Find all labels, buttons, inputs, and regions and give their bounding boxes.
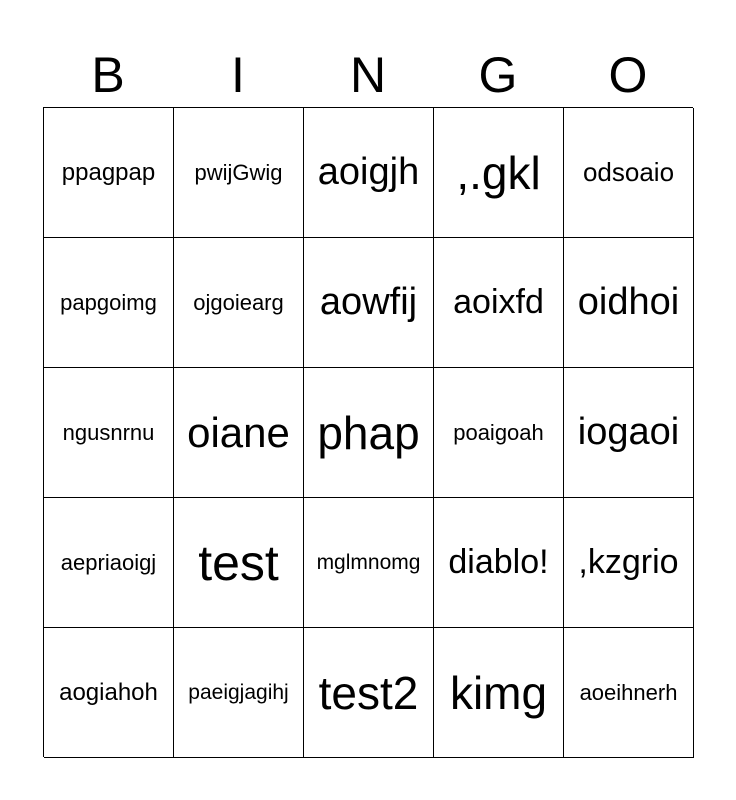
bingo-cell[interactable]: test <box>174 498 304 628</box>
bingo-cell[interactable]: aowfij <box>304 238 434 368</box>
bingo-cell[interactable]: oidhoi <box>564 238 694 368</box>
bingo-cell[interactable]: aogiahoh <box>44 628 174 758</box>
bingo-cell[interactable]: oiane <box>174 368 304 498</box>
bingo-cell[interactable]: kimg <box>434 628 564 758</box>
header-letter-i: I <box>231 47 245 103</box>
bingo-cell[interactable]: ,kzgrio <box>564 498 694 628</box>
bingo-header <box>43 44 693 106</box>
header-letter-o: O <box>608 47 648 103</box>
bingo-cell[interactable]: pwijGwig <box>174 108 304 238</box>
bingo-cell[interactable]: odsoaio <box>564 108 694 238</box>
bingo-cell[interactable]: ngusnrnu <box>44 368 174 498</box>
bingo-cell[interactable]: papgoimg <box>44 238 174 368</box>
bingo-cell[interactable]: aoeihnerh <box>564 628 694 758</box>
bingo-cell[interactable]: poaigoah <box>434 368 564 498</box>
header-letter-b: B <box>91 47 125 103</box>
header-letter-n: N <box>349 47 387 103</box>
bingo-cell[interactable]: phap <box>304 368 434 498</box>
bingo-cell[interactable]: paeigjagihj <box>174 628 304 758</box>
bingo-cell[interactable]: ojgoiearg <box>174 238 304 368</box>
bingo-cell[interactable]: diablo! <box>434 498 564 628</box>
bingo-cell[interactable]: mglmnomg <box>304 498 434 628</box>
bingo-cell[interactable]: ,.gkl <box>434 108 564 238</box>
bingo-cell[interactable]: iogaoi <box>564 368 694 498</box>
bingo-cell[interactable]: aepriaoigj <box>44 498 174 628</box>
header-letter-g: G <box>478 47 518 103</box>
bingo-cell[interactable]: aoigjh <box>304 108 434 238</box>
bingo-cell[interactable]: test2 <box>304 628 434 758</box>
bingo-cell[interactable]: ppagpap <box>44 108 174 238</box>
bingo-board <box>43 107 693 757</box>
bingo-cell[interactable]: aoixfd <box>434 238 564 368</box>
